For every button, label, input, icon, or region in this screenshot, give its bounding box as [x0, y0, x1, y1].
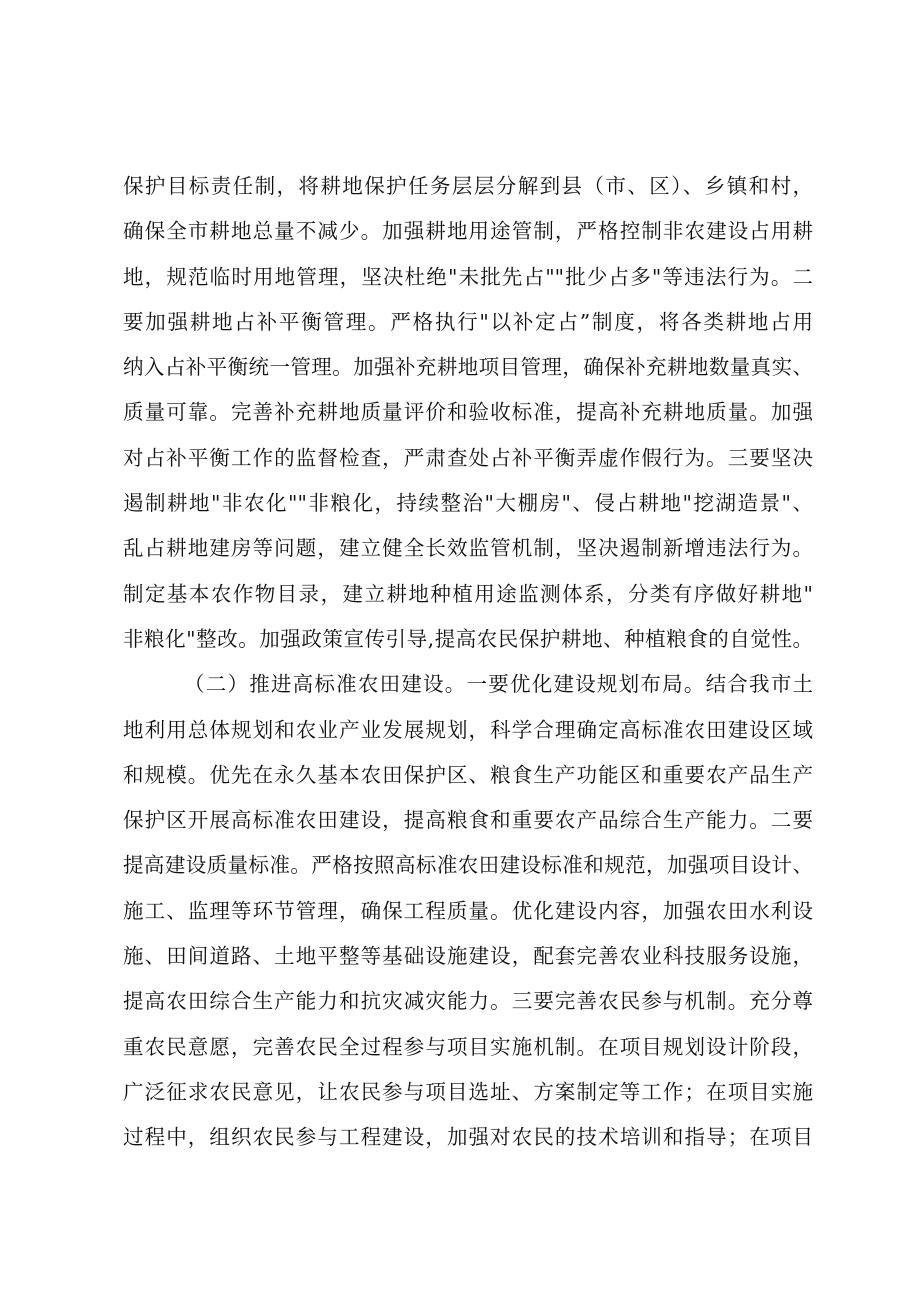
text-line: 提高农田综合生产能力和抗灾减灾能力。三要完善农民参与机制。充分尊 — [123, 989, 813, 1014]
text-line: 保护区开展高标准农田建设，提高粮食和重要农产品综合生产能力。二要 — [123, 808, 813, 833]
body-text — [123, 164, 813, 1161]
text-line: 和规模。优先在永久基本农田保护区、粮食生产功能区和重要农产品生产 — [123, 762, 813, 787]
text-line: 乱占耕地建房等问题，建立健全长效监管机制，坚决遏制新增违法行为。 — [123, 536, 813, 561]
section-heading-line: （二）推进高标准农田建设。一要优化建设规划布局。结合我市土 — [184, 672, 813, 697]
text-line: 地，规范临时用地管理，坚决杜绝"未批先占""批少占多"等违法行为。二 — [123, 264, 813, 289]
text-line: 施、田间道路、土地平整等基础设施建设，配套完善农业科技服务设施， — [123, 944, 813, 969]
text-line: 重农民意愿，完善农民全过程参与项目实施机制。在项目规划设计阶段， — [123, 1034, 813, 1059]
text-line: 纳入占补平衡统一管理。加强补充耕地项目管理，确保补充耕地数量真实、 — [123, 355, 813, 380]
text-line: 遏制耕地"非农化""非粮化，持续整治"大棚房"、侵占耕地"挖湖造景"、 — [123, 491, 813, 516]
text-line: 质量可靠。完善补充耕地质量评价和验收标准，提高补充耕地质量。加强 — [123, 400, 813, 425]
text-line: 制定基本农作物目录，建立耕地种植用途监测体系，分类有序做好耕地" — [123, 581, 813, 606]
text-line: 广泛征求农民意见，让农民参与项目选址、方案制定等工作；在项目实施 — [123, 1079, 813, 1104]
text-line: 保护目标责任制，将耕地保护任务层层分解到县（市、区）、乡镇和村， — [123, 174, 813, 198]
text-line: 要加强耕地占补平衡管理。严格执行"以补定占”制度，将各类耕地占用 — [123, 309, 813, 334]
text-line: 地利用总体规划和农业产业发展规划，科学合理确定高标准农田建设区域 — [123, 717, 813, 742]
text-line: 施工、监理等环节管理，确保工程质量。优化建设内容，加强农田水利设 — [123, 898, 813, 923]
text-line: 过程中，组织农民参与工程建设，加强对农民的技术培训和指导；在项目 — [123, 1125, 813, 1150]
text-line: 提高建设质量标准。严格按照高标准农田建设标准和规范，加强项目设计、 — [123, 853, 813, 878]
text-line: 非粮化"整改。加强政策宣传引导,提高农民保护耕地、种植粮食的自觉性。 — [123, 626, 813, 651]
text-line: 对占补平衡工作的监督检查，严肃查处占补平衡弄虚作假行为。三要坚决 — [123, 445, 813, 470]
text-line: 确保全市耕地总量不减少。加强耕地用途管制，严格控制非农建设占用耕 — [123, 219, 813, 244]
